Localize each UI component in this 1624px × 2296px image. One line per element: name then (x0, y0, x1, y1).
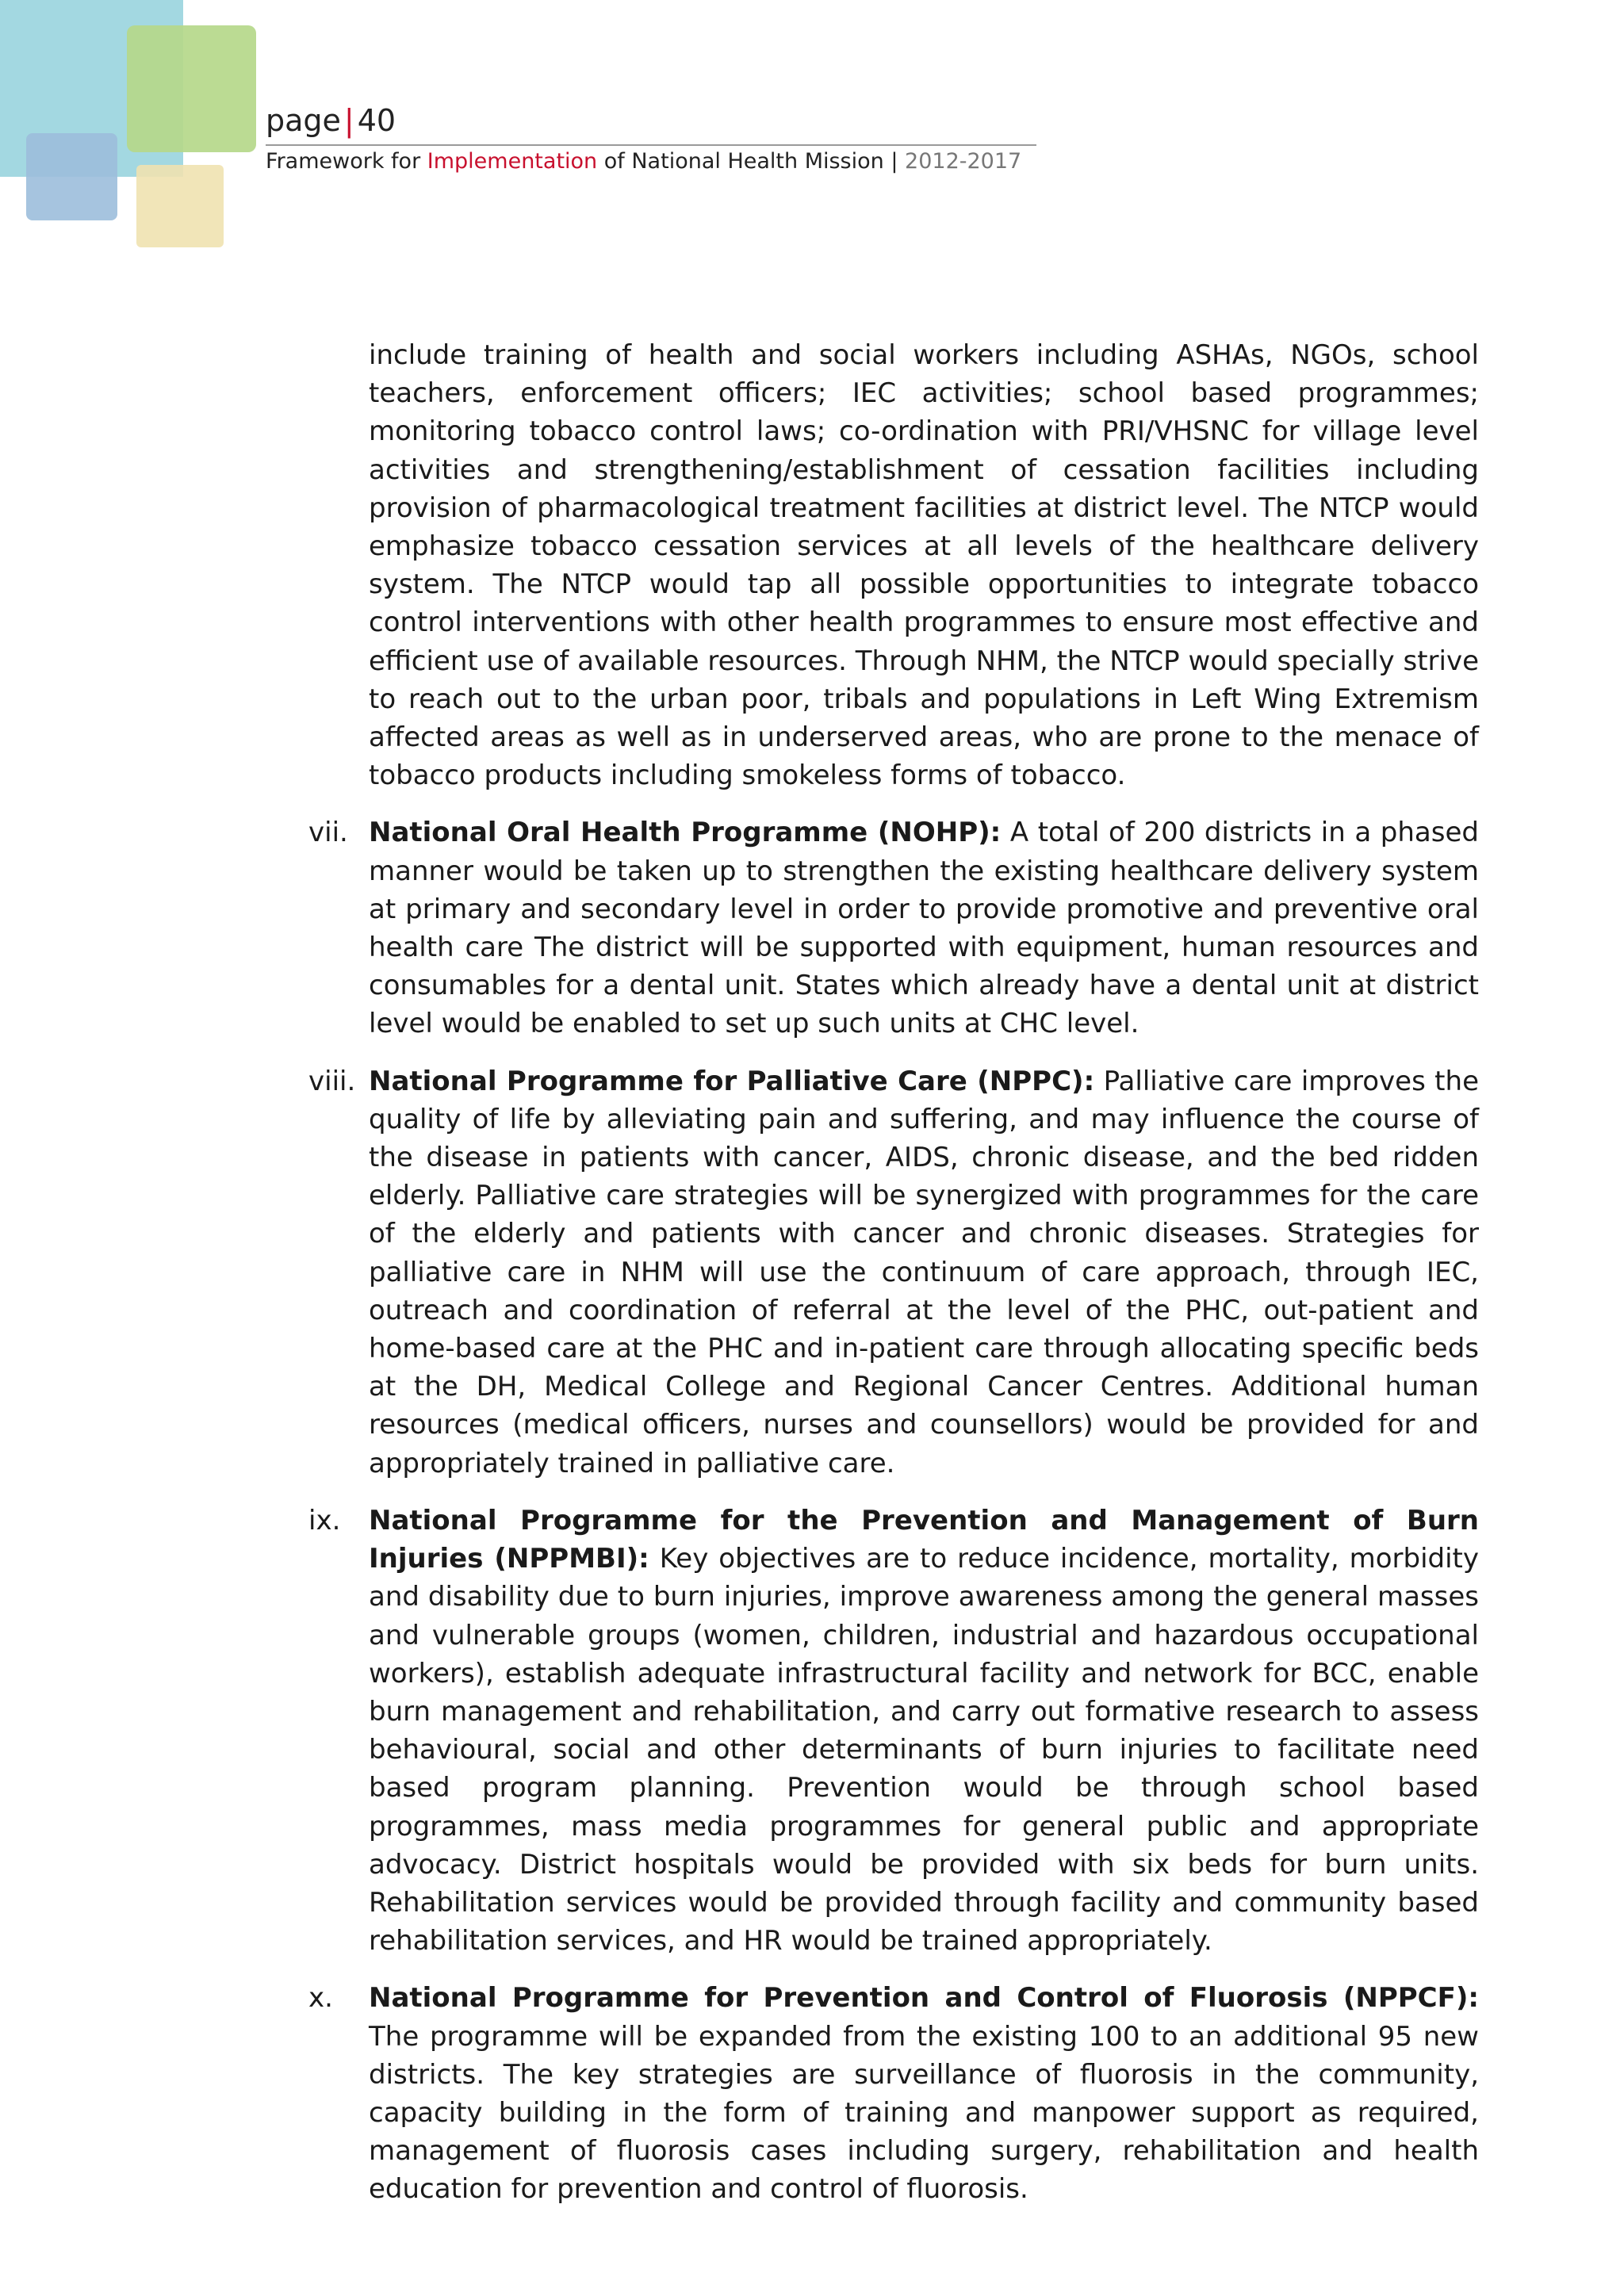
item-text: A total of 200 districts in a phased manner would be taken up to strengthen the existing healthcare delivery system at primary and secondary level in order to provide promotive and preventive oral health care The district will be supported with equipment, human resources and consumables for a dental unit. States which already have a dental unit at district level would be enabled to set up such units at CHC level. (369, 817, 1479, 1040)
decor-square-green (127, 25, 256, 152)
list-item (305, 1979, 1479, 2208)
item-numeral: ix. (308, 1504, 341, 1536)
document-title: Framework for Implementation of National Health Mission | 2012-2017 (266, 149, 1022, 174)
item-title: National Programme for the Prevention and Management of Burn Injuries (NPPMBI): (369, 1504, 1479, 1575)
title-years: 2012-2017 (905, 149, 1022, 174)
list-item (305, 1062, 1479, 1483)
page-header (266, 101, 1036, 176)
item-text: Palliative care improves the quality of life by alleviating pain and suffering, and may influence the course of the disease in patients with cancer, AIDS, chronic disease, and the bed ridden elderly. Palliative care strategies will be synergized with programmes for the care of the elderly and patients with cancer and chronic diseases. Strategies for palliative care in NHM will use the continuum of care approach, through IEC, outreach and coordination of referral at the level of the PHC, out-patient and home-based care at the PHC and in-patient care through allocating specific beds at the DH, Medical College and Regional Cancer Centres. Additional human resources (medical officers, nurses and counsellors) would be provided for and appropriately trained in palliative care. (369, 1065, 1479, 1479)
item-title: National Programme for Palliative Care (NPPC): (369, 1065, 1095, 1097)
header-rule (266, 144, 1036, 146)
title-pre: Framework for (266, 149, 427, 174)
item-numeral: x. (308, 1982, 333, 2015)
list-item (305, 1502, 1479, 1960)
item-text: The programme will be expanded from the existing 100 to an additional 95 new districts. The key strategies are surveillance of fluorosis in the community, capacity building in the form of training and manpower support as required, management of fluorosis cases including surgery, rehabilitation and health education for prevention and control of fluorosis. (369, 2020, 1479, 2206)
decor-square-blue (26, 133, 117, 220)
page-number-line (266, 101, 1036, 140)
body-content (305, 336, 1479, 2209)
list-item (305, 813, 1479, 1043)
title-highlight: Implementation (427, 149, 598, 174)
item-numeral: vii. (308, 817, 348, 849)
item-title: National Programme for Prevention and Control of Fluorosis (NPPCF): (369, 1982, 1479, 2015)
title-post: of National Health Mission (597, 149, 884, 174)
item-numeral: viii. (308, 1065, 356, 1097)
continuation-paragraph: include training of health and social workers including ASHAs, NGOs, school teachers, enforcement officers; IEC activities; school based programmes; monitoring tobacco control laws; co-ordination with PRI/VHSNC for village level activities and strengthening/establishment of cessation facilities including provision of pharmacological treatment facilities at district level. The NTCP would emphasize tobacco cessation services at all levels of the healthcare delivery system. The NTCP would tap all possible opportunities to integrate tobacco control interventions with other health programmes to ensure most effective and efficient use of available resources. Through NHM, the NTCP would specially strive to reach out to the urban poor, tribals and populations in Left Wing Extremism affected areas as well as in underserved areas, who are prone to the menace of tobacco products including smokeless forms of tobacco. (369, 339, 1479, 792)
page-label: page (266, 103, 341, 138)
decor-square-yellow (136, 165, 224, 247)
page-number: 40 (357, 103, 396, 138)
item-title: National Oral Health Programme (NOHP): (369, 817, 1002, 849)
page-separator: | (343, 103, 354, 138)
item-text: Key objectives are to reduce incidence, mortality, morbidity and disability due to burn injuries, improve awareness among the general masses and vulnerable groups (women, children, industrial and hazardous occupational workers), establish adequate infrastructural facility and network for BCC, enable burn management and rehabilitation, and carry out formative research to assess behavioural, social and other determinants of burn injuries to facilitate need based program planning. Prevention would be through school based programmes, mass media programmes for general public and appropriate advocacy. District hospitals would be provided with six beds for burn units. Rehabilitation services would be provided through facility and community based rehabilitation services, and HR would be trained appropriately. (369, 1543, 1479, 1957)
